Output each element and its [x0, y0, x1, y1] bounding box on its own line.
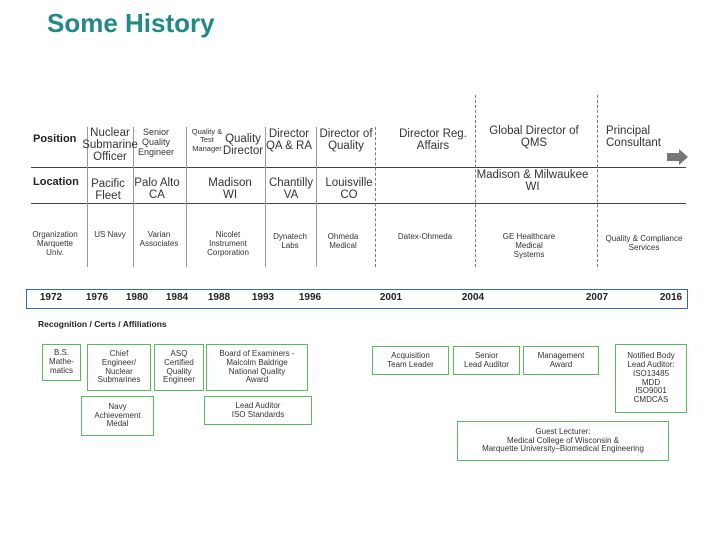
organization-nicolet: Nicolet Instrument Corporation — [207, 230, 249, 258]
recognition-heading: Recognition / Certs / Affiliations — [38, 319, 167, 329]
organization-ge-healthcare: GE Healthcare Medical Systems — [502, 232, 556, 260]
year-label: 1984 — [165, 292, 189, 303]
position-quality-director: Quality Director — [222, 133, 264, 158]
location-madison-milwaukee: Madison & Milwaukee WI — [476, 169, 589, 194]
location-row-line — [31, 203, 686, 204]
organization-quality-compliance: Quality & Compliance Services — [605, 234, 683, 253]
recognition-guest-lecturer: Guest Lecturer: Medical College of Wisconsin & Marquette University–Biomedical Engineering — [457, 421, 669, 461]
page-title: Some History — [47, 8, 215, 38]
row-label-position: Position — [33, 133, 77, 145]
recognition-management-award: Management Award — [523, 346, 599, 375]
position-director-qa-ra: Director QA & RA — [265, 128, 313, 153]
position-director-reg-affairs: Director Reg. Affairs — [399, 128, 467, 153]
year-label: 1980 — [125, 292, 149, 303]
recognition-bs-mathematics: B.S. Mathe- matics — [42, 344, 81, 381]
year-label: 1993 — [251, 292, 275, 303]
year-label: 2007 — [585, 292, 609, 303]
position-principal-consultant: Principal Consultant — [606, 125, 661, 150]
organization-varian: Varian Associates — [139, 230, 179, 249]
location-chantilly: Chantilly VA — [268, 177, 314, 202]
timeline-bar — [26, 289, 688, 309]
organization-datex-ohmeda: Datex-Ohmeda — [397, 232, 453, 241]
organization-dynatech: Dynatech Labs — [273, 232, 307, 251]
year-label: 2004 — [461, 292, 485, 303]
location-pacific-fleet: Pacific Fleet — [91, 178, 125, 203]
position-quality-test-manager: Quality & Test Manager — [191, 127, 223, 153]
location-madison: Madison WI — [208, 177, 252, 202]
organization-us-navy: US Navy — [94, 230, 126, 239]
year-label: 2001 — [379, 292, 403, 303]
year-label: 1972 — [39, 292, 63, 303]
year-label: 2016 — [659, 292, 683, 303]
location-palo-alto: Palo Alto CA — [134, 177, 180, 202]
location-louisville: Louisville CO — [325, 177, 373, 202]
recognition-baldrige-examiner: Board of Examiners - Malcolm Baldrige National Quality Award — [206, 344, 308, 391]
organization-marquette: Organization Marquette Univ. — [32, 230, 78, 258]
recognition-chief-engineer: Chief Engineer/ Nuclear Submarines — [87, 344, 151, 391]
position-director-of-quality: Director of Quality — [319, 128, 373, 153]
recognition-asq-cqe: ASQ Certified Quality Engineer — [154, 344, 204, 391]
recognition-notified-body: Notified Body Lead Auditor: ISO13485 MDD ISO9001 CMDCAS — [615, 344, 687, 413]
position-global-director-of-qms: Global Director of QMS — [489, 125, 579, 150]
timeline-arrow-icon — [667, 149, 689, 165]
recognition-navy-achievement-medal: Navy Achievement Medal — [81, 396, 154, 436]
recognition-lead-auditor-iso: Lead Auditor ISO Standards — [204, 396, 312, 425]
organization-ohmeda: Ohmeda Medical — [327, 232, 359, 251]
recognition-senior-lead-auditor: Senior Lead Auditor — [453, 346, 520, 375]
year-label: 1976 — [85, 292, 109, 303]
position-senior-quality-engineer: Senior Quality Engineer — [137, 127, 175, 157]
recognition-acquisition-team-leader: Acquisition Team Leader — [372, 346, 449, 375]
position-row-line — [31, 167, 686, 168]
year-label: 1996 — [298, 292, 322, 303]
row-label-location: Location — [33, 176, 79, 188]
year-label: 1988 — [207, 292, 231, 303]
position-nuclear-submarine-officer: Nuclear Submarine Officer — [82, 127, 138, 164]
